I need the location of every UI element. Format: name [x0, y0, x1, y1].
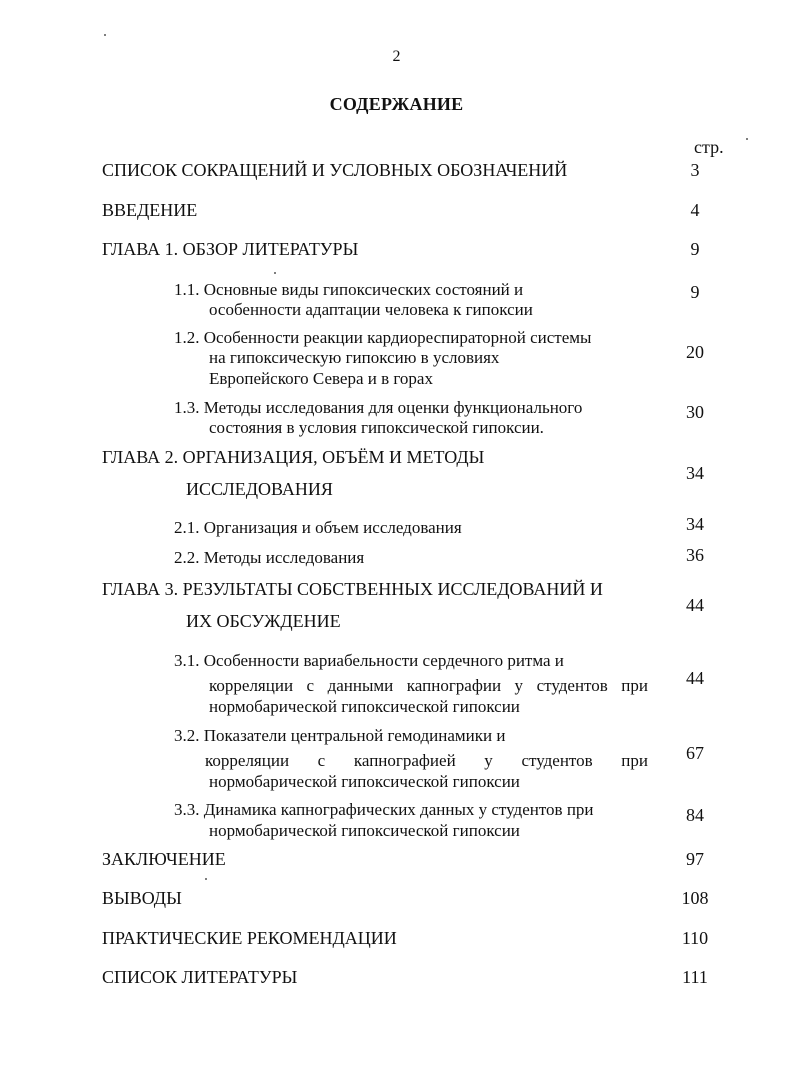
toc-entry-line: 3.3. Динамика капнографических данных у студентов при	[174, 800, 594, 819]
toc-entry-line: 1.3. Методы исследования для оценки функционального	[174, 398, 583, 417]
toc-entry-line: состояния в условия гипоксической гипоксии.	[209, 418, 544, 437]
toc-entry-text: ВЫВОДЫ	[102, 888, 182, 908]
toc-entry-text: ЗАКЛЮЧЕНИЕ	[102, 849, 226, 869]
toc-entry-line: нормобарической гипоксической гипоксии	[209, 697, 520, 716]
toc-entry-text: ВВЕДЕНИЕ	[102, 200, 198, 220]
toc-page-number: 44	[686, 668, 704, 688]
toc-entry-line: ГЛАВА 3. РЕЗУЛЬТАТЫ СОБСТВЕННЫХ ИССЛЕДОВАНИЙ И	[102, 579, 603, 599]
toc-page-number: 30	[686, 402, 704, 422]
toc-entry-line: ГЛАВА 2. ОРГАНИЗАЦИЯ, ОБЪЁМ И МЕТОДЫ	[102, 447, 485, 467]
toc-entry-text: СПИСОК СОКРАЩЕНИЙ И УСЛОВНЫХ ОБОЗНАЧЕНИЙ	[102, 160, 568, 180]
toc-entry-line: Европейского Севера и в горах	[209, 369, 433, 388]
toc-entry-line: нормобарической гипоксической гипоксии	[209, 772, 520, 791]
toc-page-number: 97	[686, 849, 704, 869]
toc-entry-line: 3.1. Особенности вариабельности сердечного ритма и	[174, 651, 564, 670]
toc-entry-line: ИССЛЕДОВАНИЯ	[186, 479, 333, 499]
toc-entry-line: 3.2. Показатели центральной гемодинамики и	[174, 726, 506, 745]
toc-page-number: 44	[686, 595, 704, 615]
toc-page-number: 34	[686, 463, 704, 483]
toc-entry-text: 2.2. Методы исследования	[174, 548, 365, 567]
toc-page-number: 34	[686, 514, 704, 534]
toc-entry-line: нормобарической гипоксической гипоксии	[209, 821, 520, 840]
toc-entry-line: особенности адаптации человека к гипоксии	[209, 300, 533, 319]
toc-page-number: 9	[690, 282, 700, 302]
toc-page-number: 108	[681, 888, 709, 908]
toc-page-number: 110	[681, 928, 709, 948]
toc-page-number: 9	[690, 239, 700, 259]
page-number: 2	[392, 48, 401, 65]
toc-entry-line: корреляции с капнографией у студентов при	[205, 751, 648, 770]
scan-speck	[274, 272, 276, 274]
scan-speck	[205, 878, 207, 880]
toc-entry-line: ИХ ОБСУЖДЕНИЕ	[186, 611, 341, 631]
toc-entry-line: на гипоксическую гипоксию в условиях	[209, 348, 500, 367]
toc-page-number: 4	[690, 200, 700, 220]
toc-page-number: 84	[686, 805, 704, 825]
toc-page-number: 111	[682, 967, 708, 987]
toc-entry-text: СПИСОК ЛИТЕРАТУРЫ	[102, 967, 298, 987]
toc-entry-text: ПРАКТИЧЕСКИЕ РЕКОМЕНДАЦИИ	[102, 928, 397, 948]
toc-page-number: 20	[686, 342, 704, 362]
toc-page-number: 67	[686, 743, 704, 763]
toc-entry-text: 2.1. Организация и объем исследования	[174, 518, 462, 537]
page-title: СОДЕРЖАНИЕ	[329, 94, 464, 114]
toc-entry-line: 1.2. Особенности реакции кардиореспираторной системы	[174, 328, 592, 347]
toc-page-number: 36	[686, 545, 704, 565]
toc-page-number: 3	[690, 160, 700, 180]
scan-speck	[746, 138, 748, 140]
toc-entry-text: ГЛАВА 1. ОБЗОР ЛИТЕРАТУРЫ	[102, 239, 359, 259]
toc-entry-line: корреляции с данными капнографии у студентов при	[209, 676, 648, 695]
scan-speck	[104, 34, 106, 36]
page-column-label: стр.	[694, 137, 724, 157]
toc-entry-line: 1.1. Основные виды гипоксических состояний и	[174, 280, 524, 299]
